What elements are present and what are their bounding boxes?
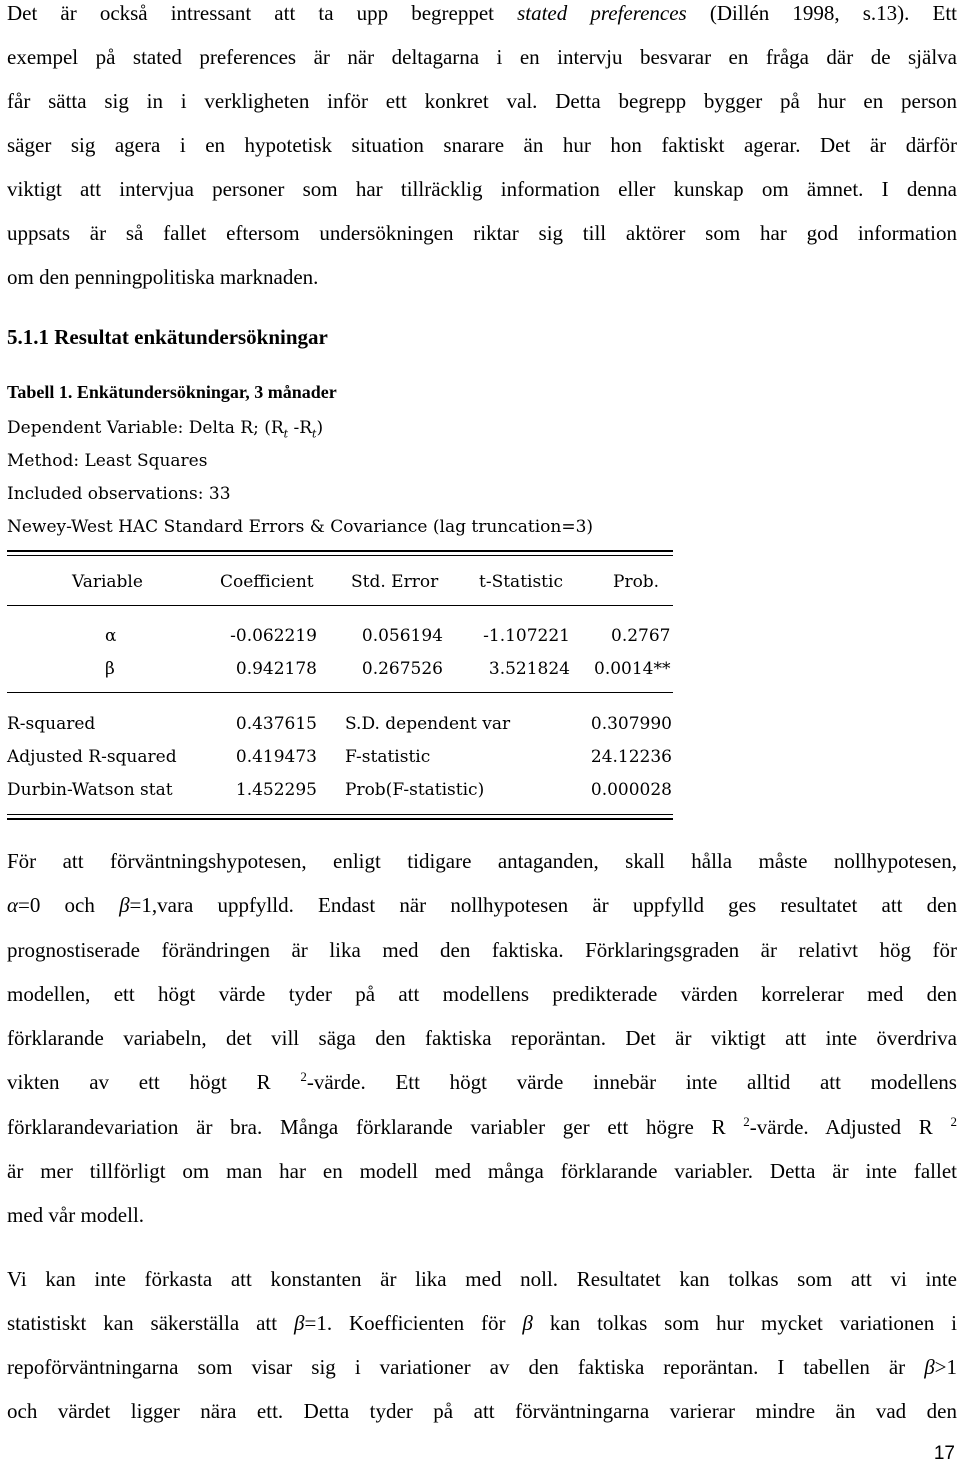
text-line: exempel på stated preferences är när deltagarna i en intervju besvarar en fråga där de själva	[7, 45, 957, 69]
stat-label: R-squared	[7, 714, 96, 734]
text-line: är mer tillförligt om man har en modell med många förklarande variabler. Detta är inte fallet	[7, 1159, 957, 1184]
text-line: får sätta sig in i verkligheten inför ett konkret val. Detta begrepp bygger på hur en person	[7, 89, 957, 113]
dependent-variable: Dependent Variable: Delta R; ($R_t$ $-R_t$)	[7, 418, 324, 441]
table-rule-header	[7, 605, 673, 606]
text-line: och värdet ligger nära ett. Detta tyder på att förväntningarna varierar mindre än vad den	[7, 1399, 957, 1423]
row-alpha-std-error: 0.056194	[361, 626, 443, 646]
header-coefficient: Coefficient	[220, 572, 314, 592]
row-beta-variable: β	[105, 659, 115, 679]
section-heading: 5.1.1 Resultat enkätundersökningar	[7, 325, 328, 349]
stat-value-2: 24.12236	[590, 747, 672, 767]
header-std-error: Std. Error	[351, 572, 439, 592]
text-line: uppsats är så fallet eftersom undersökningen riktar sig till aktörer som har god information	[7, 221, 957, 245]
header-variable: Variable	[72, 572, 143, 592]
stat-value: 0.437615	[235, 714, 317, 734]
text-line: vikten av ett högt R $^2$-värde. Ett högt värde innebär inte alltid att modellens	[7, 1069, 957, 1095]
hac-note: Newey-West HAC Standard Errors & Covariance (lag truncation=3)	[7, 517, 594, 537]
table-rule-top-inner	[7, 555, 673, 556]
table-rule-bottom	[7, 818, 673, 820]
table-rule-mid	[7, 692, 673, 693]
stat-value: 1.452295	[235, 780, 317, 800]
table-caption: Tabell 1. Enkätundersökningar, 3 månader	[7, 382, 337, 402]
stat-value-2: 0.307990	[590, 714, 672, 734]
text-line: viktigt att intervjua personer som har tillräcklig information eller kunskap om ämnet. I denna	[7, 177, 957, 201]
stat-value-2: 0.000028	[590, 780, 672, 800]
text-line: säger sig agera i en hypotetisk situation snarare än hur hon faktiskt agerar. Det är därför	[7, 133, 957, 157]
text-line: statistiskt kan säkerställa att β=1. Koefficienten för β kan tolkas som hur mycket variationen i	[7, 1311, 958, 1335]
text-line: För att förväntningshypotesen, enligt tidigare antaganden, skall hålla måste nollhypotesen,	[7, 849, 957, 873]
stat-label: Adjusted R-squared	[7, 747, 177, 767]
stat-label-2: Prob(F-statistic)	[345, 780, 485, 800]
text-line: repoförväntningarna som visar sig i variationer av den faktiska reporäntan. I tabellen är β>1	[7, 1355, 957, 1379]
text-line: förklarande variabeln, det vill säga den faktiska reporäntan. Det är viktigt att inte överdriva	[7, 1026, 957, 1051]
table-rule-top	[7, 550, 673, 552]
intro-paragraph	[7, 0, 957, 300]
text-line: α=0 och β=1,vara uppfylld. Endast när nollhypotesen är uppfylld ges resultatet att den	[7, 893, 957, 918]
text-line: om den penningpolitiska marknaden.	[7, 265, 319, 289]
row-beta-coefficient: 0.942178	[235, 659, 317, 679]
row-beta-t-statistic: 3.521824	[488, 659, 570, 679]
conclusion-paragraph	[7, 1257, 957, 1433]
text-line: med vår modell.	[7, 1203, 145, 1228]
stat-value: 0.419473	[235, 747, 317, 767]
table-rule-bottom-inner	[7, 814, 673, 815]
row-alpha-variable: α	[105, 626, 117, 646]
row-alpha-prob: 0.2767	[611, 626, 671, 646]
header-t-statistic: t-Statistic	[479, 572, 563, 592]
text-line: förklarandevariation är bra. Många förklarande variabler ger ett högre R $^2$-värde. Adjusted R $^2$	[7, 1113, 957, 1139]
page-number: 17	[933, 1443, 955, 1464]
header-prob: Prob.	[613, 572, 660, 592]
text-line: Vi kan inte förkasta att konstanten är lika med noll. Resultatet kan tolkas som att vi inte	[7, 1267, 957, 1291]
text-line: prognostiserade förändringen är lika med den faktiska. Förklaringsgraden är relativt hög för	[7, 937, 957, 962]
stat-label: Durbin-Watson stat	[7, 780, 173, 800]
stat-label-2: S.D. dependent var	[345, 714, 511, 734]
method: Method: Least Squares	[7, 451, 208, 471]
row-beta-prob: 0.0014**	[594, 659, 671, 679]
included-observations: Included observations: 33	[7, 484, 231, 504]
row-alpha-t-statistic: -1.107221	[483, 626, 570, 646]
analysis-paragraph	[7, 839, 957, 1238]
text-line: Det är också intressant att ta upp begreppet stated preferences (Dillén 1998, s.13). Ett	[7, 1, 957, 25]
row-beta-std-error: 0.267526	[361, 659, 443, 679]
row-alpha-coefficient: -0.062219	[230, 626, 317, 646]
stat-label-2: F-statistic	[345, 747, 431, 767]
text-line: modellen, ett högt värde tyder på att modellens predikterade värden korrelerar med den	[7, 981, 957, 1006]
